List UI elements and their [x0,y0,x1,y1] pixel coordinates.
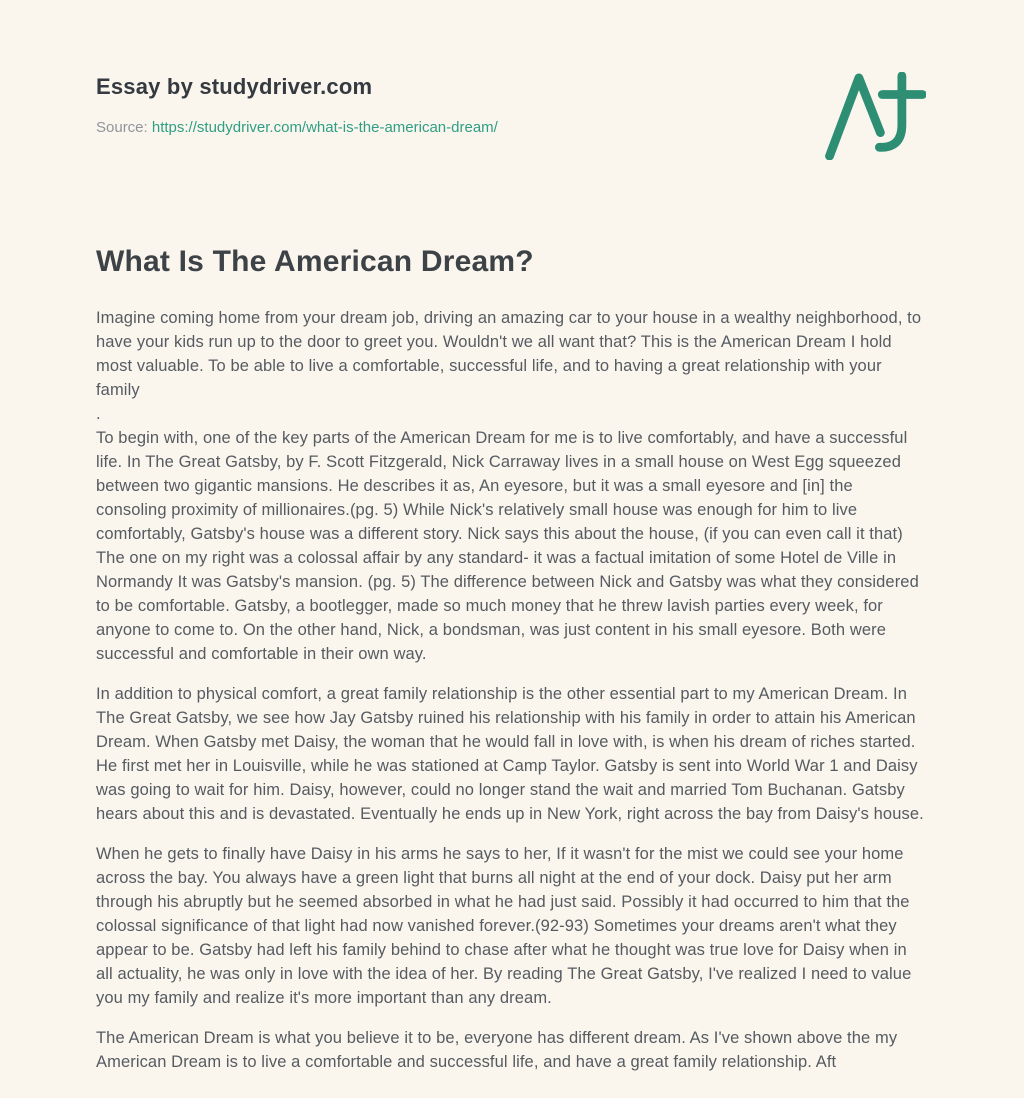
essay-paragraph: . [96,405,101,423]
byline: Essay by studydriver.com [96,74,373,99]
studydriver-logo-icon [823,72,926,160]
essay-paragraph: When he gets to finally have Daisy in his arms he says to her, If it wasn't for the mist we could see your home across the bay. You always have a green light that burns all night at the end of your dock. Daisy put her arm through his abruptly but he seemed absorbed in what he had just said. Possibly it had occurred to him that the colossal significance of that light had now vanished forever.(92-93) Sometimes your dreams aren't what they appear to be. Gatsby had left his family behind to chase after what he thought was true love for Daisy when in all actuality, he was only in love with the idea of her. By reading The Great Gatsby, I've realized I need to value you my family and realize it's more important than any dream. [96,845,912,1007]
studydriver-logo [823,72,926,160]
source-line [96,118,928,138]
essay-body [96,306,928,1074]
essay-paragraph: The American Dream is what you believe it to be, everyone has different dream. As I've shown above the my American Dream is to live a comfortable and successful life, and have a great family relationship. Aft [96,1029,898,1071]
source-label: Source: [96,119,148,136]
source-link[interactable]: https://studydriver.com/what-is-the-american-dream/ [151,119,498,136]
essay-paragraph: To begin with, one of the key parts of the American Dream for me is to live comfortably, and have a successful life. In The Great Gatsby, by F. Scott Fitzgerald, Nick Carraway lives in a small house on West Egg squeezed between two gigantic mansions. He describes it as, An eyesore, but it was a small eyesore and [in] the consoling proximity of millionaires.(pg. 5) While Nick's relatively small house was enough for him to live comfortably, Gatsby's house was a different story. Nick says this about the house, (if you can even call it that) The one on my right was a colossal affair by any standard- it was a factual imitation of some Hotel de Ville in Normandy It was Gatsby's mansion. (pg. 5) The difference between Nick and Gatsby was what they considered to be comfortable. Gatsby, a bootlegger, made so much money that he threw lavish parties every week, for anyone to come to. On the other hand, Nick, a bondsman, was just content in his small eyesore. Both were successful and comfortable in their own way. [96,429,919,663]
essay-paragraph: In addition to physical comfort, a great family relationship is the other essential part to my American Dream. In The Great Gatsby, we see how Jay Gatsby ruined his relationship with his family in order to attain his American Dream. When Gatsby met Daisy, the woman that he would fall in love with, is when his dream of riches started. He first met her in Louisville, while he was stationed at Camp Taylor. Gatsby is sent into World War 1 and Daisy was going to wait for him. Daisy, however, could no longer stand the wait and married Tom Buchanan. Gatsby hears about this and is devastated. Eventually he ends up in New York, right across the bay from Daisy's house. [96,685,924,823]
essay-title: What Is The American Dream? [96,245,534,278]
essay-paragraph: Imagine coming home from your dream job, driving an amazing car to your house in a wealthy neighborhood, to have your kids run up to the door to greet you. Wouldn't we all want that? This is the American Dream I hold most valuable. To be able to live a comfortable, successful life, and to having a great relationship with your family [96,309,922,399]
